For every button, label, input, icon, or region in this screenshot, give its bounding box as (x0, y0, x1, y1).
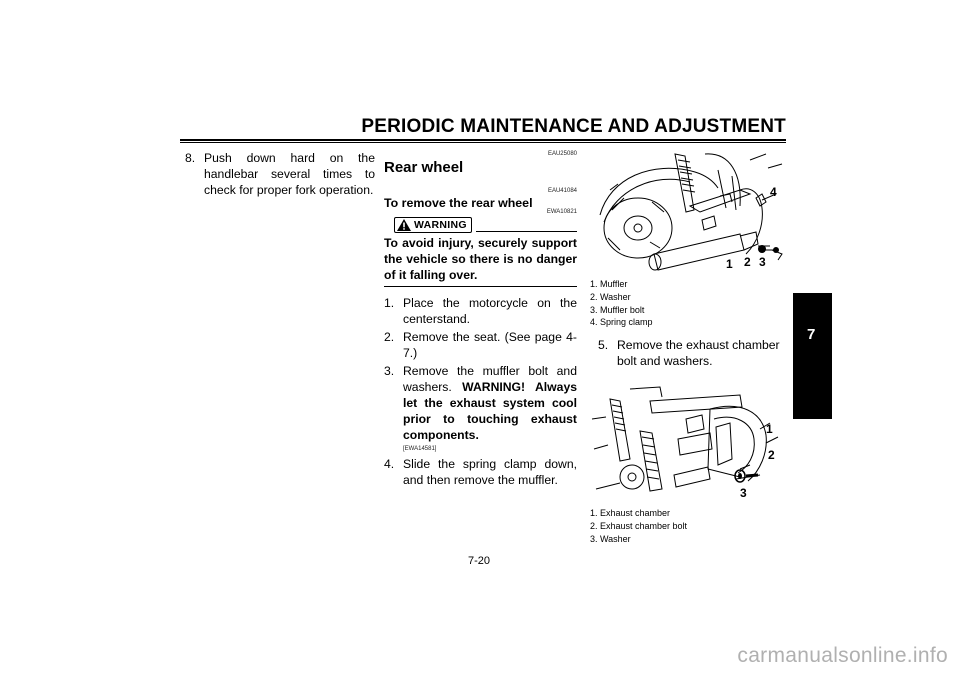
step-text: Push down hard on the handlebar several times to check for proper fork operation. (204, 151, 375, 197)
header-rule (180, 139, 786, 141)
step-code: [EWA14581] (403, 446, 437, 452)
step-number: 4. (384, 457, 395, 471)
warning-rule (476, 231, 577, 232)
muffler-caption (590, 278, 786, 329)
step-text: Remove the muffler bolt and washers. (403, 364, 577, 394)
step-number: 2. (384, 330, 395, 344)
step-text: Remove the seat. (See page 4-7.) (403, 330, 577, 360)
step-5 (598, 337, 786, 369)
step-text: Place the motorcycle on the centerstand. (403, 296, 577, 326)
page-number: 7-20 (468, 555, 491, 567)
caption-line: 3. Muffler bolt (590, 304, 645, 315)
column-left (185, 150, 375, 200)
step-8 (185, 150, 375, 198)
step-3 (384, 363, 577, 443)
caption-line: 3. Washer (590, 533, 631, 544)
callout-3: 3 (740, 486, 747, 501)
subsection-title: To remove the rear wheel (384, 196, 533, 210)
callout-1: 1 (766, 422, 773, 437)
caption-line: 2. Washer (590, 291, 631, 302)
exhaust-chamber-illustration (590, 379, 786, 505)
callout-2: 2 (744, 255, 751, 269)
warning-label: WARNING (414, 219, 467, 231)
chapter-tab (793, 293, 832, 419)
subsection-code: EAU41084 (547, 188, 577, 194)
exhaust-chamber-drawing (590, 379, 786, 505)
page-header-title: PERIODIC MAINTENANCE AND ADJUSTMENT (361, 116, 786, 137)
section-code: EAU25080 (547, 151, 577, 157)
callout-1: 1 (726, 257, 733, 271)
step-4 (384, 456, 577, 488)
muffler-drawing (590, 150, 786, 276)
exhaust-chamber-caption (590, 507, 786, 545)
warning-bottom-rule (384, 286, 577, 287)
warning-text: To avoid injury, securely support the vehicle so there is no danger of it falling over. (384, 236, 577, 282)
watermark: carmanualsonline.info (737, 644, 948, 667)
step-number: 5. (598, 338, 609, 353)
callout-3: 3 (759, 255, 766, 269)
caption-line: 1. Exhaust chamber (590, 508, 671, 519)
header-rule-thin (180, 142, 786, 143)
muffler-illustration (590, 150, 786, 271)
step-warning-text: WARNING! Always let the exhaust system cool prior to touching exhaust components. (403, 380, 577, 442)
step-text: Remove the exhaust chamber bolt and washers. (617, 338, 780, 369)
caption-line: 1. Muffler (590, 279, 628, 289)
caption-line: 2. Exhaust chamber bolt (590, 520, 688, 531)
step-1 (384, 295, 577, 327)
step-number: 3. (384, 364, 395, 378)
warning-triangle-icon (397, 219, 411, 231)
step-text: Slide the spring clamp down, and then remove the muffler. (403, 457, 577, 487)
caption-line: 4. Spring clamp (590, 317, 653, 328)
warning-label-box (394, 217, 472, 233)
column-middle (384, 150, 577, 490)
column-right (590, 150, 786, 546)
step-number: 8. (185, 151, 196, 165)
step-number: 1. (384, 296, 395, 310)
chapter-number: 7 (807, 326, 816, 343)
step-2 (384, 329, 577, 361)
warning-code: EWA10821 (546, 209, 577, 215)
section-title: Rear wheel (384, 159, 464, 176)
callout-2: 2 (768, 448, 775, 463)
callout-4: 4 (770, 185, 777, 199)
warning-header (384, 209, 577, 233)
